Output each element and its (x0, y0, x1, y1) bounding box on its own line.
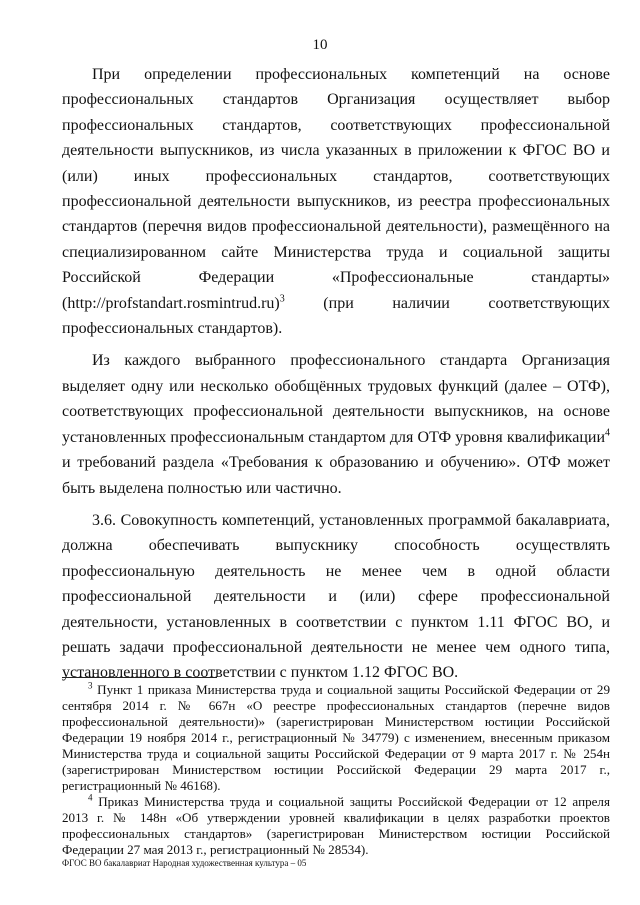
footnotes (62, 682, 610, 858)
footnote-text: Пункт 1 приказа Министерства труда и социальной защиты Российской Федерации от 29 сентября 2014 г. № 667н «О реестре профессиональных стандартов (перечне видов профессиональной деятельности)» (зарегистрирован Министерством юстиции Российской Федерации 19 ноября 2014 г., регистрационный № 34779) с изменением, внесенным приказом Министерства труда и социальной защиты Российской Федерации от 9 марта 2017 г. № 254н (зарегистрирован Министерством юстиции Российской Федерации 29 марта 2017 г., регистрационный № 46168). (62, 682, 610, 793)
footnote-3 (62, 682, 610, 794)
paragraph-text: При определении профессиональных компетенций на основе профессиональных стандартов Организация осуществляет выбор профессиональных стандартов, соответствующих профессиональной деятельности выпускников, из числа указанных в приложении к ФГОС ВО и (или) иных профессиональных стандартов, соответствующих профессиональной деятельности выпускников, из реестра профессиональных стандартов (перечня видов профессиональной деятельности), размещённого на специализированном сайте Министерства труда и социальной защиты Российской Федерации «Профессиональные стандарты» (http://profstandart.rosmintrud.ru) (62, 66, 610, 312)
page-number: 10 (312, 37, 328, 53)
footnote-number: 4 (88, 792, 93, 803)
footnote-ref: 4 (605, 427, 610, 439)
page-footer: ФГОС ВО бакалавриат Народная художественная культура – 05 (62, 858, 307, 868)
paragraph-text: и требований раздела «Требования к образованию и обучению». ОТФ может быть выделена полностью или частично. (62, 454, 610, 497)
paragraph-3-6 (62, 508, 610, 686)
paragraph-text: 3.6. Совокупность компетенций, установленных программой бакалавриата, должна обеспечивать выпускнику способность осуществлять профессиональную деятельность не менее чем в одной области профессиональной деятельности и (или) сфере профессиональной деятельности, установленных в соответствии с пунктом 1.11 ФГОС ВО, и решать задачи профессиональной деятельности не менее чем одного типа, установленного в соответствии с пунктом 1.12 ФГОС ВО. (62, 511, 610, 682)
paragraph-professional-standards-selection (62, 62, 610, 341)
footnote-separator (62, 677, 217, 678)
paragraph-otf-selection (62, 348, 610, 500)
main-text (62, 62, 610, 693)
footnote-4 (62, 794, 610, 858)
paragraph-text: Из каждого выбранного профессионального стандарта Организация выделяет одну или несколько обобщённых трудовых функций (далее – ОТФ), соответствующих профессиональной деятельности выпускников, на основе установленных профессиональным стандартом для ОТФ уровня квалификации (62, 352, 610, 446)
footnote-text: Приказ Министерства труда и социальной защиты Российской Федерации от 12 апреля 2013 г. № 148н «Об утверждении уровней квалификации в целях разработки проектов профессиональных стандартов» (зарегистрирован Министерством юстиции Российской Федерации 27 мая 2013 г., регистрационный № 28534). (62, 794, 610, 857)
paragraph-text: (при наличии соответствующих профессиональных стандартов). (62, 294, 610, 338)
footnote-number: 3 (88, 680, 93, 691)
footnote-ref: 3 (279, 293, 285, 305)
